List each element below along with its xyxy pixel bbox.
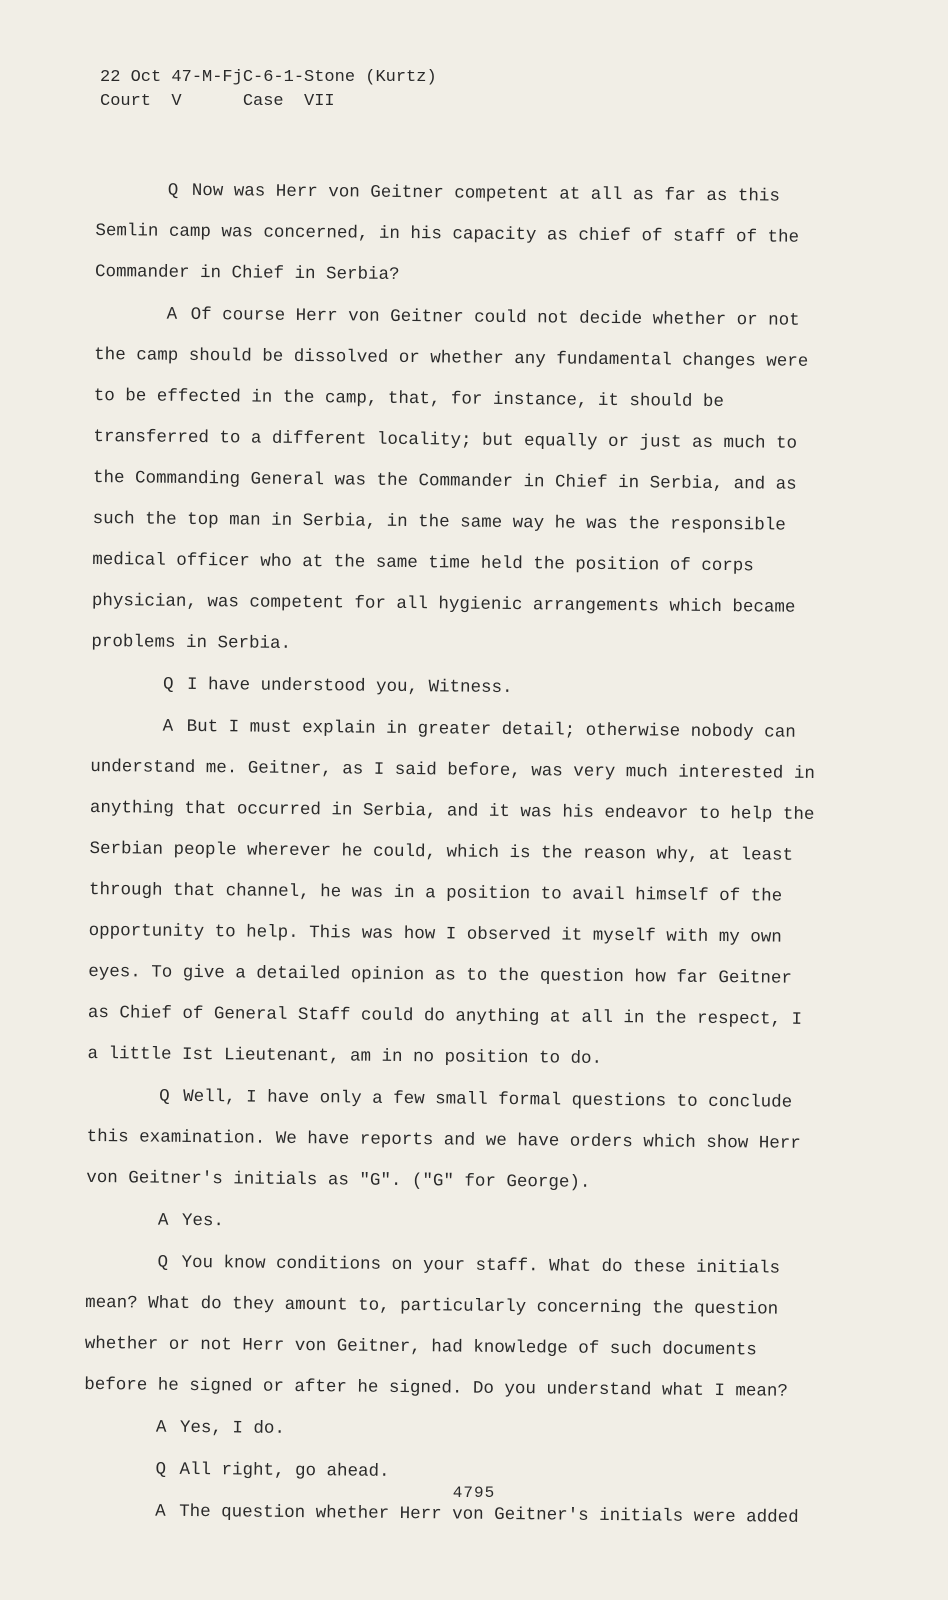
speaker-label: A — [162, 716, 174, 737]
paragraph-text: I have understood you, Witness. — [186, 674, 513, 699]
speaker-label: Q — [159, 1086, 170, 1107]
paragraph-text: All right, go ahead. — [179, 1459, 390, 1482]
paragraph-q — [95, 170, 831, 300]
speaker-label: A — [155, 1501, 166, 1522]
paragraph-text: Of course Herr von Geitner could not decide whether or not the camp should be dissolved or whether any fundamental changes were to be effected in the camp, that, for instance, it should be transferred to a different locality; but equally or just as much to the Commanding General was the Commander in Chief in Serbia, and as such the top man in Serbia, in the same way he was the responsible medical officer who at the same time held the position of corps physician, was competent for all hygienic arrangements which became problems in Serbia. — [91, 304, 809, 654]
page-number: 4795 — [452, 1484, 496, 1502]
paragraph-text: Now was Herr von Geitner competent at all as far as this Semlin camp was concerned, in his capacity as chief of staff of the Commander in Chief in Serbia? — [94, 180, 800, 285]
paragraph-text: Yes. — [181, 1210, 225, 1232]
paragraph-text: Yes, I do. — [179, 1417, 286, 1439]
speaker-label: A — [166, 304, 178, 325]
paragraph-q — [91, 664, 826, 712]
speaker-label: Q — [157, 1252, 169, 1273]
paragraph-text: Well, I have only a few small formal questions to conclude this examination. We have reports and we have orders which show Herr von Geitner's initials as "G". ("G" for George). — [86, 1086, 801, 1193]
paragraph-a — [87, 706, 826, 1082]
speaker-label: A — [157, 1210, 169, 1231]
paragraph-q — [86, 1076, 822, 1206]
paragraph-a — [86, 1200, 821, 1248]
speaker-label: Q — [162, 674, 174, 695]
paragraph-text: The question whether Herr von Geitner's initials were added — [179, 1501, 799, 1528]
header-line-court-case: Court V Case VII — [100, 92, 335, 111]
transcript-body — [83, 170, 831, 1540]
paragraph-a — [84, 1407, 819, 1455]
paragraph-a — [91, 294, 830, 670]
speaker-label: Q — [155, 1459, 167, 1480]
paragraph-text: You know conditions on your staff. What do these initials mean? What do they amount to, particularly concerning the question whether or not Herr von Geitner, had knowledge of such documents before he signed or after he signed. Do you understand what I mean? — [84, 1252, 789, 1402]
paragraph-q — [84, 1242, 821, 1413]
header-line-date-reference: 22 Oct 47-M-FjC-6-1-Stone (Kurtz) — [100, 68, 437, 87]
document-header — [100, 66, 437, 114]
paragraph-text: But I must explain in greater detail; otherwise nobody can understand me. Geitner, as I said before, was very much interested in anything that occurred in Serbia, and it was his endeavor to help the Serbian people wherever he could, which is the reason why, at least through that channel, he was in a position to avail himself of the opportunity to help. This was how I observed it myself with my own eyes. To give a detailed opinion as to the question how far Geitner as Chief of General Staff could do anything at all in the respect, I a little Ist Lieutenant, am in no position to do. — [87, 716, 815, 1069]
speaker-label: A — [155, 1417, 167, 1438]
speaker-label: Q — [167, 180, 179, 201]
